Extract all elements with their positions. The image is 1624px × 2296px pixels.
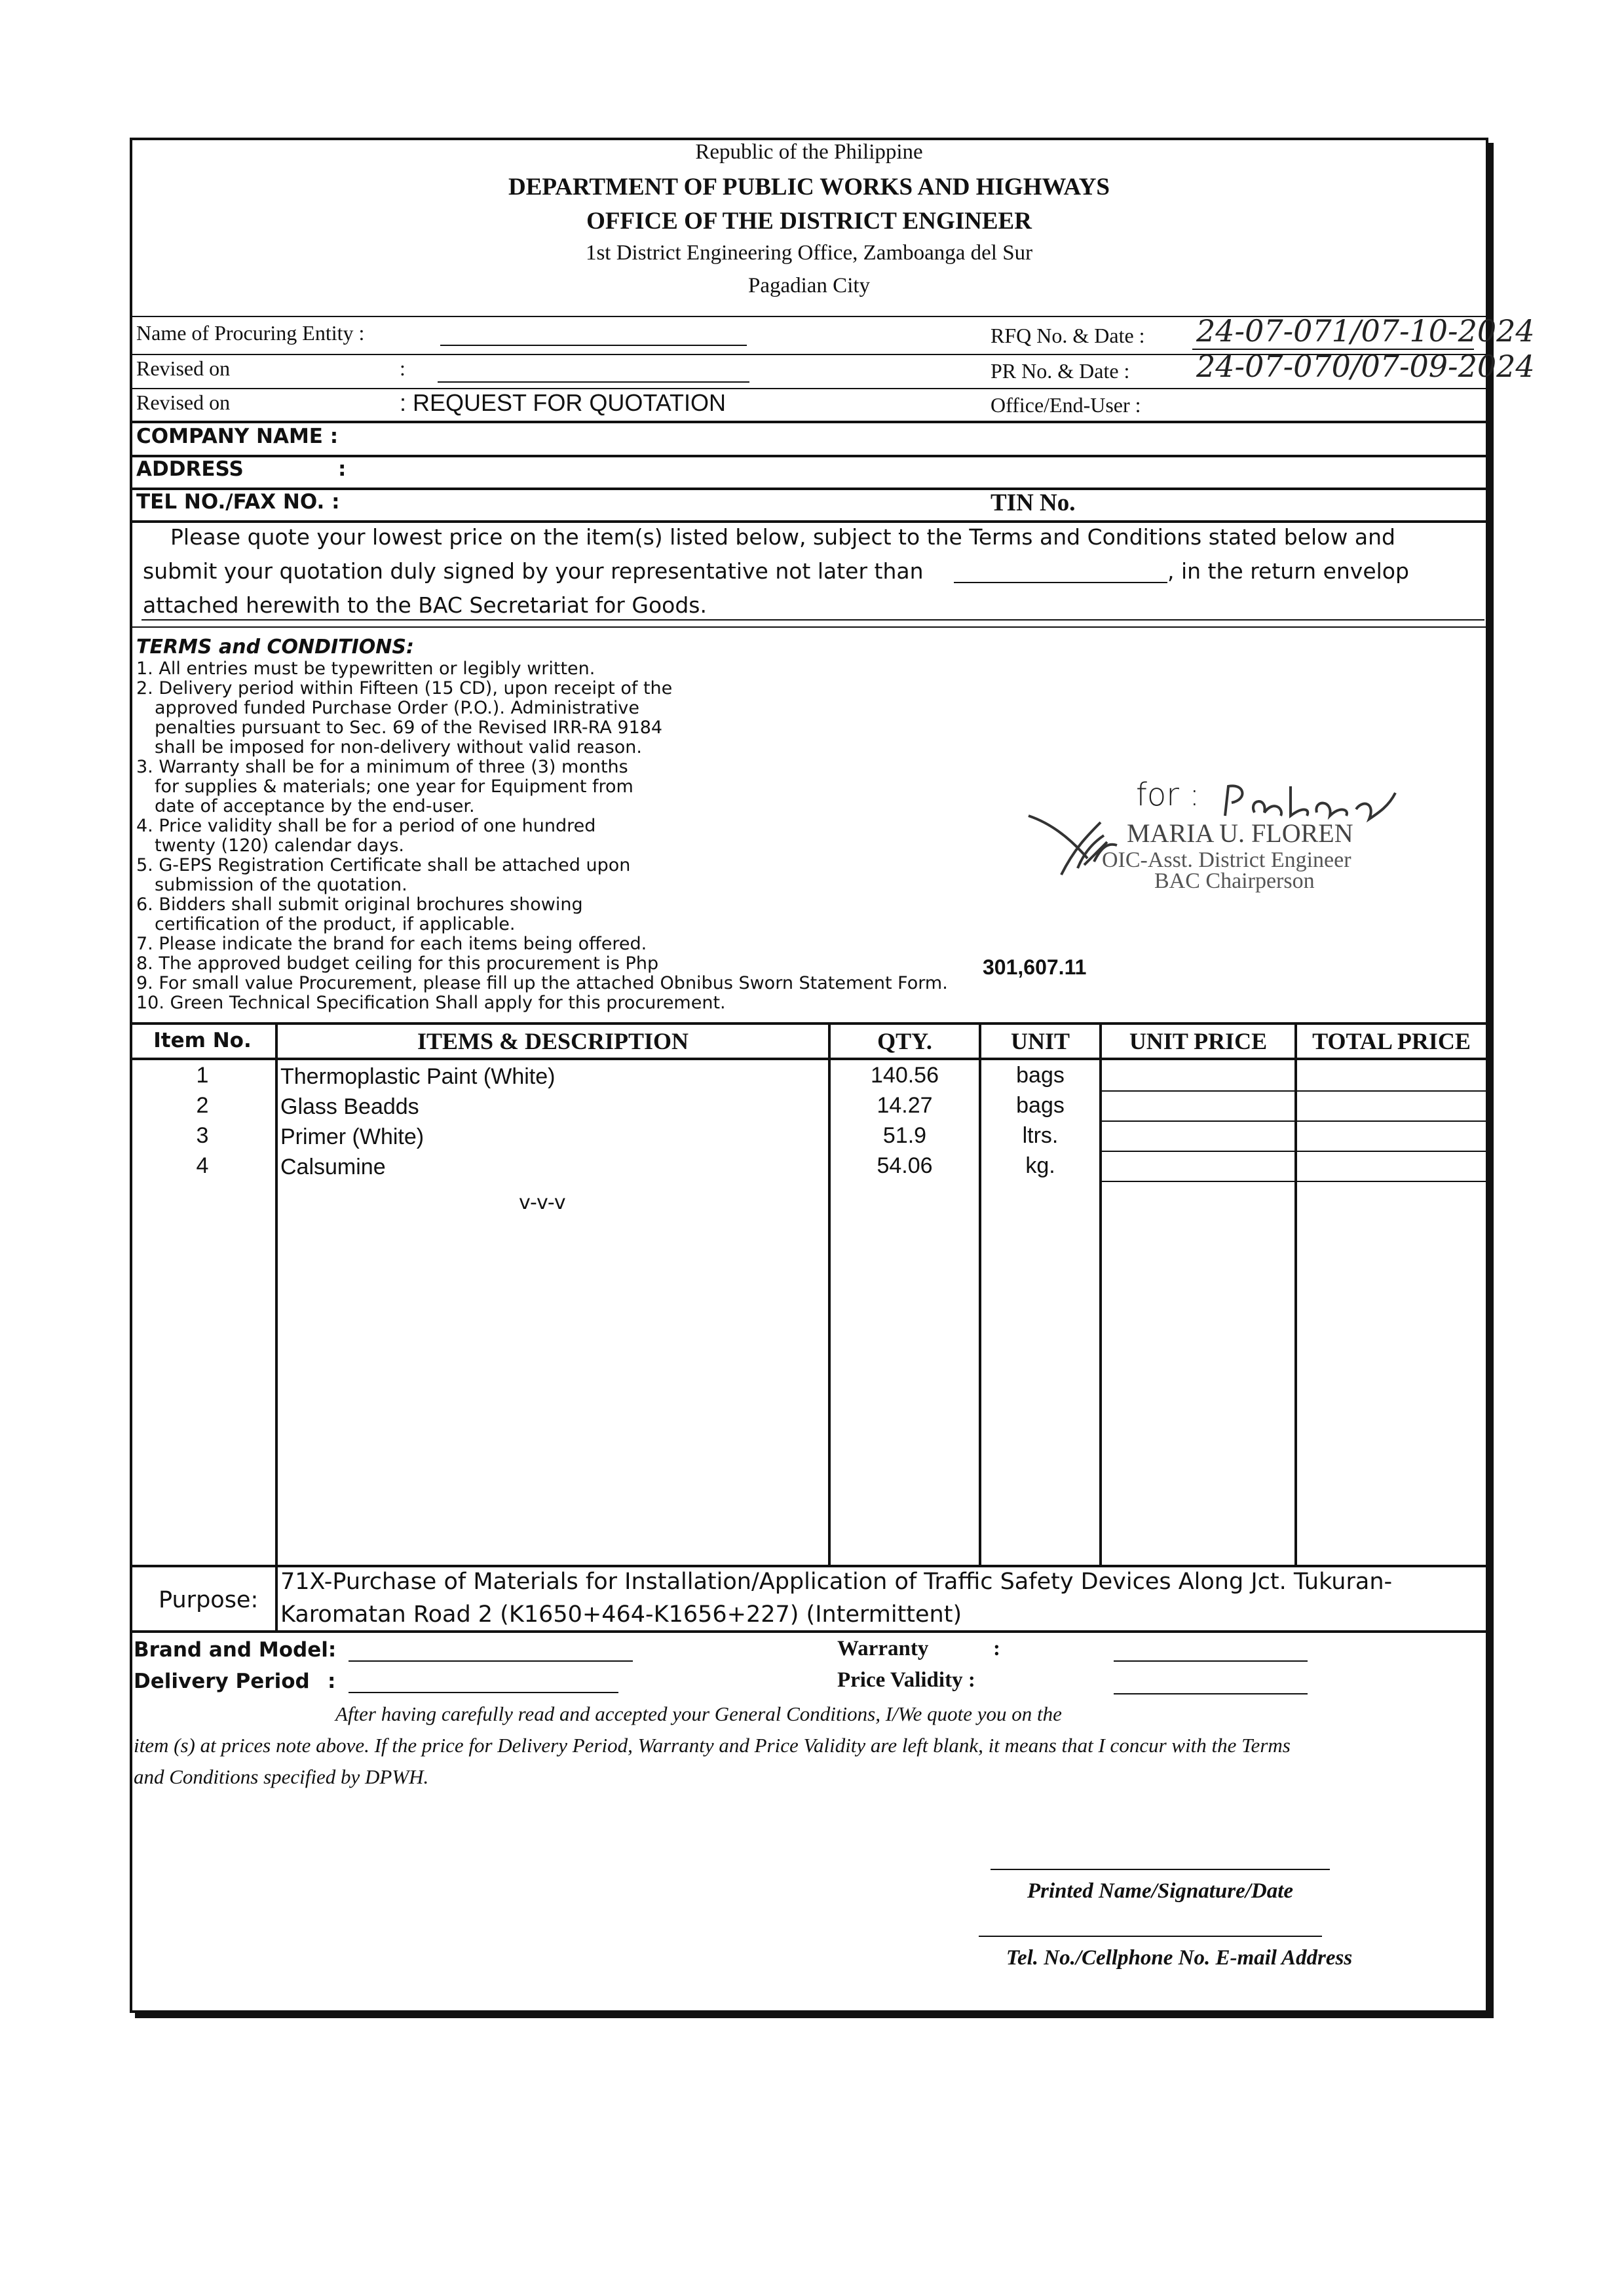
row-2-no: 2 — [196, 1093, 209, 1118]
th-description: ITEMS & DESCRIPTION — [417, 1028, 689, 1054]
row-4-unit: kg. — [1025, 1153, 1055, 1178]
row-1-desc: Thermoplastic Paint (White) — [280, 1064, 556, 1089]
th-qty: QTY. — [877, 1028, 932, 1054]
warranty-field[interactable] — [1114, 1660, 1308, 1662]
table-end-mark: v-v-v — [519, 1191, 566, 1214]
revised-on-label: Revised on — [136, 356, 231, 380]
row-4-desc: Calsumine — [280, 1155, 386, 1179]
revised-on-colon: : — [400, 356, 406, 380]
header-city: Pagadian City — [747, 274, 871, 297]
row-4-no: 4 — [196, 1153, 209, 1178]
th-total-price: TOTAL PRICE — [1312, 1028, 1471, 1054]
signature-line[interactable] — [991, 1869, 1330, 1870]
contact-line[interactable] — [979, 1936, 1322, 1937]
th-item-no: Item No. — [153, 1029, 252, 1052]
tin-label: TIN No. — [991, 489, 1076, 516]
price-grid-line — [1099, 1151, 1486, 1152]
instruction-underline — [142, 619, 1484, 621]
terms-line: 5. G-EPS Registration Certificate shall be attached upon — [136, 855, 631, 875]
price-validity-label: Price Validity : — [837, 1668, 975, 1692]
rfq-no-value[interactable]: 24-07-071/07-10-2024 — [1196, 313, 1535, 349]
instruction-line-2a: submit your quotation duly signed by your representative not later than — [143, 558, 924, 584]
acceptance-para-3: and Conditions specified by DPWH. — [134, 1765, 429, 1788]
terms-line: 10. Green Technical Specification Shall apply for this procurement. — [136, 993, 726, 1013]
delivery-period-colon: : — [328, 1670, 336, 1693]
divider-terms-top — [130, 626, 1488, 628]
terms-list — [136, 659, 948, 1013]
instruction-line-1: Please quote your lowest price on the item(s) listed below, subject to the Terms and Conditions stated below and — [170, 524, 1395, 550]
divider-row6 — [130, 520, 1488, 523]
terms-line: twenty (120) calendar days. — [155, 835, 405, 856]
budget-ceiling-value: 301,607.11 — [983, 955, 1087, 979]
signature-scribble — [1022, 796, 1140, 888]
price-grid-line — [1099, 1120, 1486, 1122]
terms-line: date of acceptance by the end-user. — [155, 796, 475, 816]
row-1-no: 1 — [196, 1063, 209, 1088]
row-1-unit: bags — [1016, 1063, 1065, 1088]
procuring-entity-field[interactable] — [440, 345, 747, 346]
printed-name-label: Printed Name/Signature/Date — [1027, 1879, 1294, 1903]
rfq-no-label: RFQ No. & Date : — [991, 324, 1145, 347]
header-department: DEPARTMENT OF PUBLIC WORKS AND HIGHWAYS — [508, 174, 1110, 201]
row-3-unit: ltrs. — [1022, 1123, 1059, 1148]
col-line-4 — [1099, 1022, 1102, 1566]
col-line-5 — [1294, 1022, 1297, 1566]
rfq-title: : REQUEST FOR QUOTATION — [400, 389, 727, 416]
terms-line: 8. The approved budget ceiling for this procurement is Php — [136, 953, 659, 974]
procuring-entity-label: Name of Procuring Entity : — [136, 321, 365, 345]
delivery-period-field[interactable] — [349, 1692, 618, 1693]
tel-fax-label: TEL NO./FAX NO. : — [136, 490, 340, 514]
divider-row2 — [130, 388, 1488, 389]
warranty-label: Warranty — [837, 1637, 929, 1660]
terms-line: 1. All entries must be typewritten or legibly written. — [136, 659, 595, 679]
warranty-colon: : — [993, 1637, 1000, 1660]
deadline-field[interactable] — [954, 582, 1167, 583]
terms-line: 6. Bidders shall submit original brochures showing — [136, 894, 583, 915]
acceptance-para-1: After having carefully read and accepted your General Conditions, I/We quote you on the — [335, 1702, 1062, 1725]
address-colon: : — [338, 457, 347, 481]
form-shadow-bottom — [135, 2013, 1491, 2018]
office-end-user-field[interactable] — [1183, 414, 1478, 415]
terms-line: for supplies & materials; one year for Equipment from — [155, 776, 633, 797]
terms-line: certification of the product, if applicable. — [155, 914, 516, 934]
terms-line: 7. Please indicate the brand for each items being offered. — [136, 934, 647, 954]
table-bottom-line — [130, 1565, 1488, 1567]
table-header-line — [130, 1058, 1488, 1060]
row-2-unit: bags — [1016, 1093, 1065, 1118]
terms-line: 2. Delivery period within Fifteen (15 CD), upon receipt of the — [136, 678, 673, 698]
contact-label: Tel. No./Cellphone No. E-mail Address — [1006, 1946, 1353, 1970]
form-shadow-right — [1488, 143, 1494, 2018]
instruction-line-3: attached herewith to the BAC Secretariat for Goods. — [143, 592, 707, 618]
divider-row4 — [130, 455, 1488, 457]
price-grid-line — [1099, 1090, 1486, 1092]
row-2-desc: Glass Beadds — [280, 1094, 419, 1119]
row-3-desc: Primer (White) — [280, 1124, 425, 1149]
terms-line: 9. For small value Procurement, please fill up the attached Obnibus Sworn Statement Form. — [136, 973, 948, 993]
signatory-title-1: OIC-Asst. District Engineer — [1102, 848, 1351, 872]
row-4-qty: 54.06 — [877, 1153, 933, 1178]
office-end-user-label: Office/End-User : — [991, 393, 1141, 417]
revised-on-field[interactable] — [438, 381, 749, 383]
header-republic: Republic of the Philippine — [695, 140, 923, 164]
terms-line: 4. Price validity shall be for a period of one hundred — [136, 816, 596, 836]
delivery-period-label: Delivery Period — [134, 1670, 310, 1693]
signatory-title-2: BAC Chairperson — [1154, 869, 1315, 893]
col-line-1 — [275, 1022, 278, 1566]
row-3-no: 3 — [196, 1123, 209, 1148]
row-3-qty: 51.9 — [882, 1123, 927, 1148]
header-office: OFFICE OF THE DISTRICT ENGINEER — [586, 208, 1032, 235]
terms-title: TERMS and CONDITIONS: — [136, 636, 415, 659]
company-name-label: COMPANY NAME : — [136, 425, 339, 448]
terms-line: 3. Warranty shall be for a minimum of three (3) months — [136, 757, 628, 777]
terms-line: penalties pursuant to Sec. 69 of the Revised IRR-RA 9184 — [155, 718, 663, 738]
revised-on-2-label: Revised on — [136, 391, 231, 414]
purpose-line-2: Karomatan Road 2 (K1650+464-K1656+227) (Intermittent) — [280, 1601, 962, 1628]
signatory-name: MARIA U. FLOREN — [1127, 818, 1353, 848]
purpose-label: Purpose: — [159, 1587, 259, 1613]
brand-model-field[interactable] — [349, 1660, 633, 1662]
purpose-line-1: 71X-Purchase of Materials for Installation/Application of Traffic Safety Devices Along Jct. Tukuran- — [280, 1569, 1393, 1595]
row-1-qty: 140.56 — [871, 1063, 939, 1088]
address-label: ADDRESS — [136, 457, 244, 481]
terms-line: submission of the quotation. — [155, 875, 407, 895]
th-unit-price: UNIT PRICE — [1129, 1028, 1268, 1054]
pr-no-value[interactable]: 24-07-070/07-09-2024 — [1196, 349, 1535, 384]
row-2-qty: 14.27 — [877, 1093, 933, 1118]
purpose-bottom-line — [130, 1630, 1488, 1633]
terms-line: approved funded Purchase Order (P.O.). Administrative — [155, 698, 640, 718]
header-district: 1st District Engineering Office, Zamboanga del Sur — [585, 241, 1033, 265]
signatory-for: for : — [1136, 776, 1200, 813]
price-validity-field[interactable] — [1114, 1693, 1308, 1694]
pr-no-label: PR No. & Date : — [991, 359, 1130, 383]
th-unit: UNIT — [1010, 1028, 1070, 1054]
acceptance-para-2: item (s) at prices note above. If the price for Delivery Period, Warranty and Price Validity are left blank, it means that I concur with the Terms — [134, 1734, 1291, 1757]
instruction-line-2b: , in the return envelop — [1167, 558, 1409, 584]
divider-row3 — [130, 421, 1488, 423]
purpose-divider — [275, 1565, 278, 1632]
table-top-line — [130, 1022, 1488, 1025]
terms-line: shall be imposed for non-delivery without valid reason. — [155, 737, 642, 757]
brand-model-label: Brand and Model: — [134, 1638, 337, 1662]
price-grid-line — [1099, 1181, 1486, 1182]
